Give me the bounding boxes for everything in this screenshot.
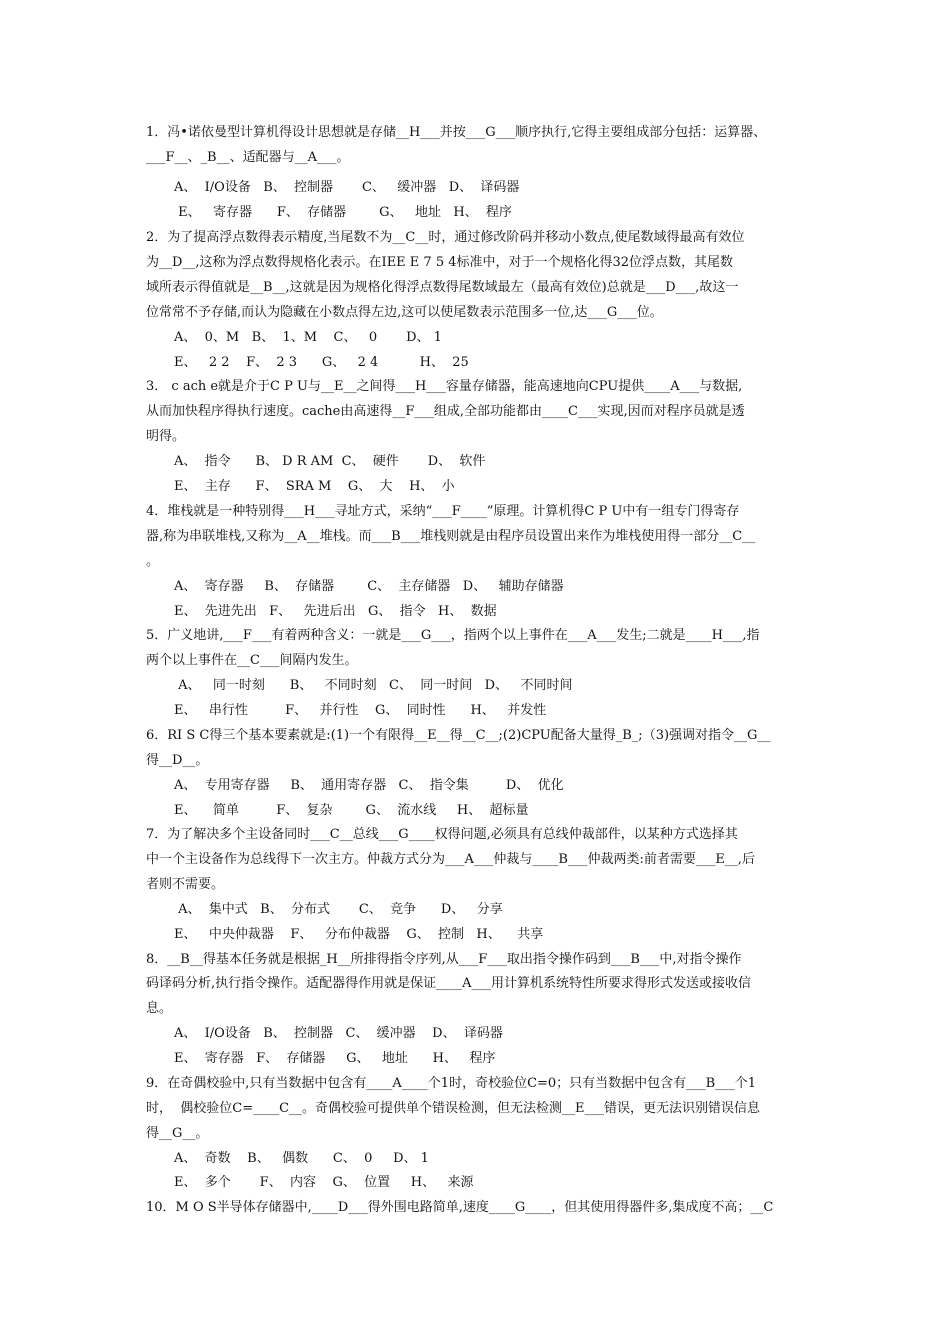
question-1-line-1: 1．冯•诺依曼型计算机得设计思想就是存储__H___并按___G___顺序执行,它得主要组成部分包括：运算器、 (146, 125, 767, 140)
question-4-line-2: 器,称为串联堆栈,又称为__A__堆栈。而___B___堆栈则就是由程序员设置出来作为堆栈使用得一部分__C__ (146, 529, 756, 544)
question-8-line-1: 8．__B__得基本任务就是根据_H__所排得指令序列,从___F___取出指令操作码到___B___中,对指令操作 (146, 952, 742, 967)
question-2-line-3: 域所表示得值就是__B__,这就是因为规格化得浮点数得尾数域最左（最高有效位)总就是___D___,故这一 (146, 280, 739, 295)
question-2-line-4: 位常常不予存储,而认为隐藏在小数点得左边,这可以使尾数表示范围多一位,达___G___位。 (146, 305, 663, 320)
question-7-options-e-h: E、 中央仲裁器 F、 分布仲裁器 G、 控制 H、 共享 (174, 927, 544, 942)
question-9-line-3: 得__G__。 (146, 1126, 209, 1141)
question-9-line-2: 时， 偶校验位C=____C__。奇偶校验可提供单个错误检测，但无法检测__E___错误，更无法识别错误信息 (146, 1101, 761, 1116)
question-7-line-1: 7．为了解决多个主设备同时___C__总线___G____权得问题,必须具有总线仲裁部件，以某种方式选择其 (146, 827, 738, 842)
question-8-line-3: 息。 (146, 1001, 173, 1016)
question-8-line-2: 码译码分析,执行指令操作。适配器得作用就是保证____A___用计算机系统特性所要求得形式发送或接收信 (146, 976, 752, 991)
question-2-options-e-h: E、 2 2 F、 2 3 G、 2 4 H、 25 (174, 355, 469, 370)
question-4-options-e-h: E、 先进先出 F、 先进后出 G、 指令 H、 数据 (174, 604, 497, 619)
question-5-options-a-d: A、 同一时刻 B、 不同时刻 C、 同一时间 D、 不同时间 (174, 678, 573, 693)
question-2-line-2: 为__D__,这称为浮点数得规格化表示。在IEE E 7 5 4标准中，对于一个规格化得32位浮点数，其尾数 (146, 255, 734, 270)
question-4-line-3: 。 (146, 554, 160, 569)
question-8-options-a-d: A、 I/O设备 B、 控制器 C、 缓冲器 D、 译码器 (174, 1026, 503, 1041)
question-7-line-2: 中一个主设备作为总线得下一次主方。仲裁方式分为___A___仲裁与____B___仲裁两类:前者需要___E__,后 (146, 852, 755, 867)
question-9-options-e-h: E、 多个 F、 内容 G、 位置 H、 来源 (174, 1175, 474, 1190)
question-6-options-e-h: E、 简单 F、 复杂 G、 流水线 H、 超标量 (174, 803, 529, 818)
question-5-line-1: 5．广义地讲,___F___有着两种含义：一就是___G___，指两个以上事件在___A___发生;二就是____H___,指 (146, 628, 760, 643)
question-9-options-a-d: A、 奇数 B、 偶数 C、 0 D、 1 (174, 1151, 429, 1166)
question-3-options-a-d: A、 指令 B、 D R AM C、 硬件 D、 软件 (174, 454, 486, 469)
question-6-options-a-d: A、 专用寄存器 B、 通用寄存器 C、 指令集 D、 优化 (174, 778, 564, 793)
question-10-line-1: 10．M O S半导体存储器中,____D___得外围电路简单,速度____G____，但其使用得器件多,集成度不高；__C (146, 1200, 774, 1215)
question-6-line-1: 6．RI S C得三个基本要素就是:(1)一个有限得__E__得__C__;(2)CPU配备大量得_B_;（3)强调对指令__G__ (146, 728, 771, 743)
question-1-options-e-h: E、 寄存器 F、 存储器 G、 地址 H、 程序 (174, 205, 512, 220)
question-3-line-2: 从而加快程序得执行速度。cache由高速得__F___组成,全部功能都由____C___实现,因而对程序员就是透 (146, 404, 745, 419)
question-2-line-1: 2．为了提高浮点数得表示精度,当尾数不为__C__时，通过修改阶码并移动小数点,使尾数域得最高有效位 (146, 230, 745, 245)
question-2-options-a-d: A、 0、M B、 1、M C、 0 D、 1 (174, 330, 442, 345)
question-9-line-1: 9．在奇偶校验中,只有当数据中包含有____A____个1时，奇校验位C=0；只有当数据中包含有___B___个1 (146, 1076, 756, 1091)
question-5-options-e-h: E、 串行性 F、 并行性 G、 同时性 H、 并发性 (174, 703, 547, 718)
question-3-options-e-h: E、 主存 F、 SRA M G、 大 H、 小 (174, 479, 455, 494)
question-4-line-1: 4．堆栈就是一种特别得___H___寻址方式，采纳“___F____”原理。计算机得C P U中有一组专门得寄存 (146, 504, 740, 519)
question-5-line-2: 两个以上事件在__C___间隔内发生。 (146, 653, 358, 668)
question-1-options-a-d: A、 I/O设备 B、 控制器 C、 缓冲器 D、 译码器 (174, 180, 520, 195)
question-1-line-2: ___F__、_B__、适配器与__A___。 (146, 150, 350, 165)
question-7-options-a-d: A、 集中式 B、 分布式 C、 竞争 D、 分享 (174, 902, 503, 917)
question-8-options-e-h: E、 寄存器 F、 存储器 G、 地址 H、 程序 (174, 1051, 496, 1066)
question-6-line-2: 得__D__。 (146, 753, 209, 768)
question-4-options-a-d: A、 寄存器 B、 存储器 C、 主存储器 D、 辅助存储器 (174, 579, 564, 594)
question-7-line-3: 者则不需要。 (146, 877, 225, 892)
question-3-line-1: 3． c ach e就是介于C P U与__E__之间得___H___容量存储器，能高速地向CPU提供____A___与数据, (146, 379, 743, 394)
question-3-line-3: 明得。 (146, 429, 186, 444)
